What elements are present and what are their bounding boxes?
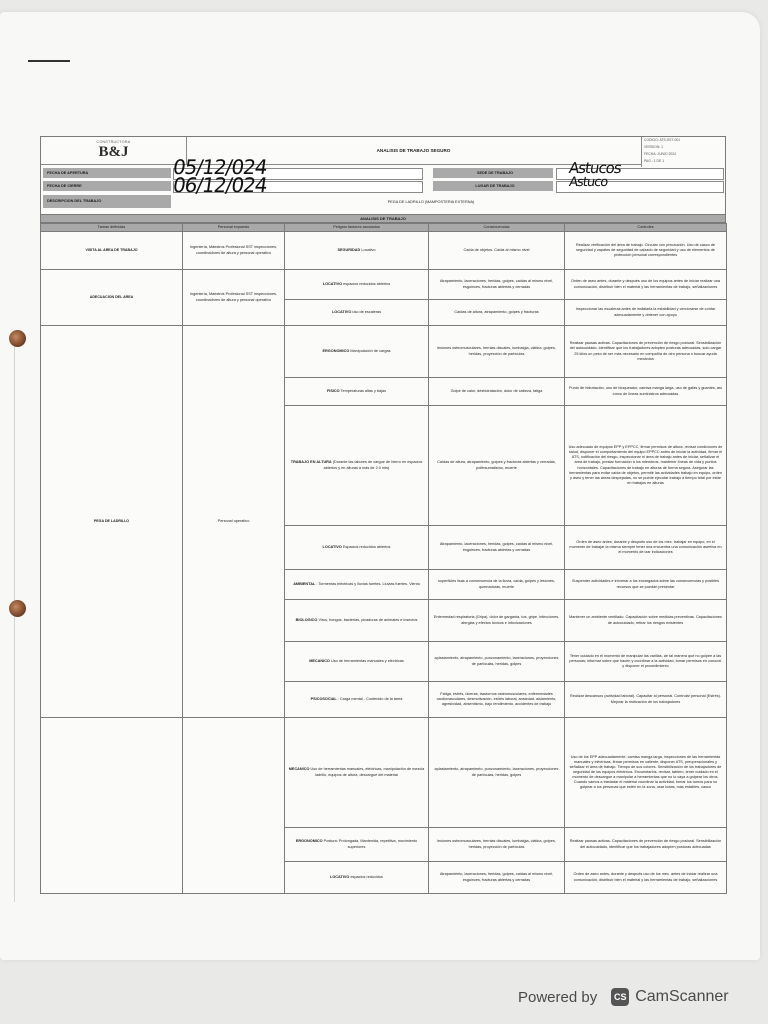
control-cell: Suspender actividades e informar a los encargados sobre las consecuencias y posibles recursos que se puedan presentar: [565, 570, 727, 600]
consequence-cell: Caída de objetos. Caída al mismo nivel: [429, 232, 565, 270]
label-work-place: LUGAR DE TRABAJO: [433, 181, 553, 191]
hazard-detail: espacios reducidos abiertos: [343, 281, 391, 286]
powered-by-text: Powered by: [518, 988, 598, 1006]
task-cell: PEGA DE LADRILLO: [41, 326, 183, 718]
analysis-section-title: ANALISIS DE TRABAJO: [40, 215, 726, 223]
hazard-type: ERGONOMICO: [322, 348, 350, 353]
consequence-cell: Golpe de calor, deshidratación, dolor de cabeza, fatiga: [429, 378, 565, 406]
control-cell: Realizar pausas activas. Capacitaciones de prevención de riesgo postural. Sensibilización del autocuidado, identificar que los trabajadores adopten posturas adecuadas: [565, 828, 727, 862]
hazard-detail: Espacios reducidos abiertos: [342, 544, 391, 549]
consequence-cell: Caídas de altura, atrapamiento, golpes y fracturas abiertas y cerradas, politraumatismo, muerte: [429, 406, 565, 526]
consequence-cell: lesiones osteomusculares, hernias discales, lumbalgia, ciática, golpes, heridas, proyección de partículas: [429, 828, 565, 862]
hazard-cell: [285, 862, 429, 894]
control-cell: Realizar pausas activas. Capacitaciones de prevención de riesgo postural. Sensibilización del autocuidado, identificar que los trabajadores adopten posturas adecuadas, solo cargar 25 kilos un peso de ser más necesario en compañía de otro persona o buscar ayuda mecánica: [565, 326, 727, 378]
table-row: [41, 718, 727, 828]
form-header: [40, 136, 726, 215]
col-header-task: Tareas definidas: [41, 224, 183, 232]
control-cell: Inspeccionar las escaleras antes de instalarla la estabilidad y cerciorarse de contar adecuadamente y obtener con apoyo: [565, 300, 727, 326]
control-cell: Uso de los EPP adecuadamente, camisa manga larga, inspecciones de las herramientas manuales y eléctricas, firmar permisos en caliente, disponer ATS, preoperacionales y señalizar el área de trabajo. Tiempo de sus colores. Sensibilización de los trabajadores de seguridad de los equipos eléctricos. Encuestarlos, revisar, tablero, tener cuidado en el momento de descargue a manipular a herramientas que no lo vaya a golpear los otros. Cuando vamos a trasladar el material coordinar la actividad, tomar los turnos para no golpear a los personas que estén en la zona, usar botas, más estables, casco: [565, 718, 727, 828]
hazard-detail: Manipulación de cargas: [350, 348, 391, 353]
doc-date: FECHA: JUNIO 2024: [644, 152, 677, 156]
personnel-cell: [183, 718, 285, 894]
consequence-cell: aplastamiento, atrapamiento, punzonamiento, laceraciones, proyecciones de partículas, heridas, golpes: [429, 718, 565, 828]
hazard-detail: (Durante las labores de cargue de hierro en espacios abiertos y en alturas a más de 2.0 mts): [323, 460, 423, 470]
hazard-detail: Virus, hongos, bacterias, picaduras de animales e insectos: [318, 617, 418, 622]
hazard-cell: [285, 300, 429, 326]
control-cell: Tener cuidado en el momento de manipular las varillas, de tal manera que no golpee a las personas; informar sobre que hacen y coordinar a la actividad, tomar permisos en conocer y disponer el procedimiento: [565, 642, 727, 682]
label-closing-date: FECHA DE CIERRE: [43, 181, 171, 191]
hazard-type: LOCATIVO: [331, 309, 352, 314]
hazard-detail: uso de escaleras: [352, 309, 382, 314]
hazard-cell: [285, 232, 429, 270]
col-header-personnel: Personal expuesto: [183, 224, 285, 232]
hazard-type: LOCATIVO: [322, 281, 343, 286]
task-cell: ADECUACION DEL AREA: [41, 270, 183, 326]
hazard-detail: espacios reducidos: [350, 874, 383, 879]
hazard-detail: Locativo: [361, 247, 376, 252]
hazard-type: MECANICO: [309, 658, 330, 663]
personnel-cell: Personal operativo: [183, 326, 285, 718]
label-opening-date: FECHA DE APERTURA: [43, 168, 171, 178]
hazard-type: TRABAJO EN ALTURA: [290, 460, 332, 465]
hazard-cell: [285, 570, 429, 600]
company-logo-text: B&J: [98, 144, 129, 161]
form-title: ANALISIS DE TRABAJO SEGURO: [186, 137, 641, 165]
hazard-type: LOCATIVO: [322, 544, 342, 549]
handwritten-work-site: Astucos: [567, 159, 623, 177]
scanned-page: [0, 12, 760, 960]
hazard-type: AMBIENTAL: [293, 581, 316, 586]
hazard-type: PSICOSOCIAL: [310, 696, 337, 701]
table-body: [41, 232, 727, 894]
company-small-text: CONSTRUCTORA: [96, 140, 131, 144]
table-row: [41, 326, 727, 378]
document-code-box: [641, 137, 725, 167]
label-job-description: DESCRIPCION DEL TRABAJO: [43, 195, 171, 208]
hazard-detail: : Carga mental - Contenido de la tarea: [337, 696, 403, 701]
safe-work-analysis-form: [40, 136, 726, 894]
hazard-detail: Temperaturas altas y bajas: [340, 388, 387, 393]
consequence-cell: lesiones osteomusculares, hernias discales, lumbalgia, ciática, golpes, heridas, proyección de partículas: [429, 326, 565, 378]
hazard-cell: [285, 378, 429, 406]
col-header-hazard: Peligros factores asociados: [285, 224, 429, 232]
control-cell: Realizar verificación del área de trabajo. Circular con precaución. Uso de casco de seguridad y zapatos de seguridad de calzado de seguridad y uso de elementos de protección personal correspondientes: [565, 232, 727, 270]
hazard-detail: Uso de herramientas manuales y eléctricas: [330, 658, 404, 663]
control-cell: Orden de aseo antes, durante y después uso de los equipos antes de iniciar realizar una comunicación, distribuir bien el material y las herramientas de trabajo, señalizaciones: [565, 270, 727, 300]
hazard-type: ERGONOMICO: [295, 839, 323, 844]
company-logo: [41, 137, 187, 165]
camscanner-watermark: [518, 983, 729, 1011]
consequence-cell: Atrapamiento, laceraciones, heridas, golpes, caídas al mismo nivel, esguinces, fracturas abiertas y cerradas: [429, 526, 565, 570]
hazard-detail: Uso de herramientas manuales, eléctricas, manipulación de mezcla ladrillo, equipos de altura, descargue del material: [310, 767, 425, 777]
consequence-cell: Atrapamiento, laceraciones, heridas, golpes, caídas al mismo nivel, esguinces, fracturas abiertas y cerradas: [429, 862, 565, 894]
label-work-site: SEDE DE TRABAJO: [433, 168, 553, 178]
hazard-cell: [285, 642, 429, 682]
control-cell: Uso adecuado de equipos EPP y EPPCC, firmar permisos de altura, revisar condiciones de salud, disponer el comportamiento del equipo EPPCC antes de iniciar la actividad, firmar el ATS, notificación del riesgo, inspeccionar el área de trabajo antes de iniciar, señalizar el área de trabajo, prestar formación a los miembros, mantener líneas de vida y puntos horizontales. Capacitaciones de trabajo en alturas de forma segura. Asegurar las herramientas para evitar caída de objetos, permitir las actividades trabajo en equipo, orden y aseo y tener las áreas despejadas, no se puede ejecutar trabajo a tiempo total por estar en trabajos en alturas: [565, 406, 727, 526]
paper-fold-line: [14, 342, 15, 902]
hazard-analysis-table: [40, 223, 727, 894]
control-cell: Orden de aseo antes, durante y después uso de los mec. trabajar en equipo, en el momento de trabajar la misma siempre tener una encuentra una comunicación asertiva en el momento de izar indicaciones: [565, 526, 727, 570]
job-description-value: PEGA DE LADRILLO (MAMPOSTERIA EXTERNA): [387, 200, 475, 204]
consequence-cell: aplastamiento, atrapamiento, punzonamiento, laceraciones, proyecciones de partículas, heridas, golpes: [429, 642, 565, 682]
binder-hole-top: [9, 330, 26, 347]
consequence-cell: superficies lisas a consecuencia de la lluvia, caída, golpes y lesiones, quemaduras, muerte: [429, 570, 565, 600]
hazard-type: LOCATIVO: [330, 874, 350, 879]
hazard-cell: [285, 326, 429, 378]
consequence-cell: Atrapamiento, laceraciones, heridas, golpes, caídas al mismo nivel, esguinces, fracturas abiertas y cerradas: [429, 270, 565, 300]
consequence-cell: Caídas de altura, atrapamiento, golpes y fracturas: [429, 300, 565, 326]
control-cell: Punto de hidratación, uso de bloqueador, camisa manga larga, uso de gafas y guantes, así como de líneas suministros adecuadas: [565, 378, 727, 406]
personnel-cell: Ingeniería, Maestros Profesional SST inspecciones, coordinadores de altura y personal operativo: [183, 270, 285, 326]
doc-page: PAG.: 1 DE 1: [644, 159, 665, 163]
consequence-cell: Enfermedad respiratoria (Gripa), dolor de garganta, tos, gripe, infecciones, alergias y efectos tóxicos e intoxicaciones: [429, 600, 565, 642]
camscanner-brand: CamScanner: [635, 988, 729, 1005]
handwritten-work-place: Astuco: [568, 175, 609, 190]
hazard-cell: [285, 526, 429, 570]
personnel-cell: Ingeniería, Maestros Profesional SST inspecciones, coordinadores de altura y personal operativo: [183, 232, 285, 270]
hazard-detail: : Tormentas eléctricas y lluvias fuertes. Lluvias fuertes. Viento: [316, 581, 420, 586]
hazard-type: FISICO: [326, 388, 340, 393]
doc-version: VERSION: 1: [644, 145, 664, 149]
hazard-type: SEGURIDAD: [337, 247, 361, 252]
table-row: [41, 270, 727, 300]
hazard-cell: [285, 682, 429, 718]
hazard-cell: [285, 270, 429, 300]
control-cell: Mantener un ambiente ventilado. Capacitación sobre medidas preventivas. Capacitaciones de autocuidado, retirar los riesgos existentes: [565, 600, 727, 642]
hazard-type: MECANICO: [288, 767, 310, 772]
control-cell: Orden de aseo antes, durante y después uso de los mec. antes de iniciar realizar una comunicación, distribuir bien el material y las herramientas de trabajo, señalizaciones: [565, 862, 727, 894]
hazard-type: BIOLOGICO: [295, 617, 318, 622]
consequence-cell: Fatiga, estrés, úlceras, trastornos osteomusculares, enfermedades cardiovasculares, desmotivación, estrés laboral, ansiedad, aislamiento, agresividad, absentismo, bajo rendimiento, accidentes de trabajo: [429, 682, 565, 718]
hazard-cell: [285, 718, 429, 828]
doc-code: CODIGO: ATS-SST-001: [644, 138, 681, 142]
hazard-cell: [285, 406, 429, 526]
col-header-control: Controles: [565, 224, 727, 232]
table-header-row: [41, 224, 727, 232]
table-row: [41, 232, 727, 270]
hazard-cell: [285, 600, 429, 642]
pen-mark: [28, 60, 70, 62]
handwritten-closing-date: 06/12/024: [171, 173, 269, 197]
task-cell: VISITA AL AREA DE TRABAJO: [41, 232, 183, 270]
task-cell: [41, 718, 183, 894]
binder-hole-bottom: [9, 600, 26, 617]
camscanner-icon: CS: [611, 988, 629, 1006]
handwritten-opening-date: 05/12/024: [171, 155, 269, 179]
hazard-detail: Postura: Prolongada, Mantenida, repetitiva, movimiento superiores: [323, 839, 418, 849]
col-header-consequence: Consecuencias: [429, 224, 565, 232]
hazard-cell: [285, 828, 429, 862]
control-cell: Realizar descansos (actividad laboral). Capacitar al personal. Controlar personal (Estrés). Mejorar la motivación de los trabajadores: [565, 682, 727, 718]
